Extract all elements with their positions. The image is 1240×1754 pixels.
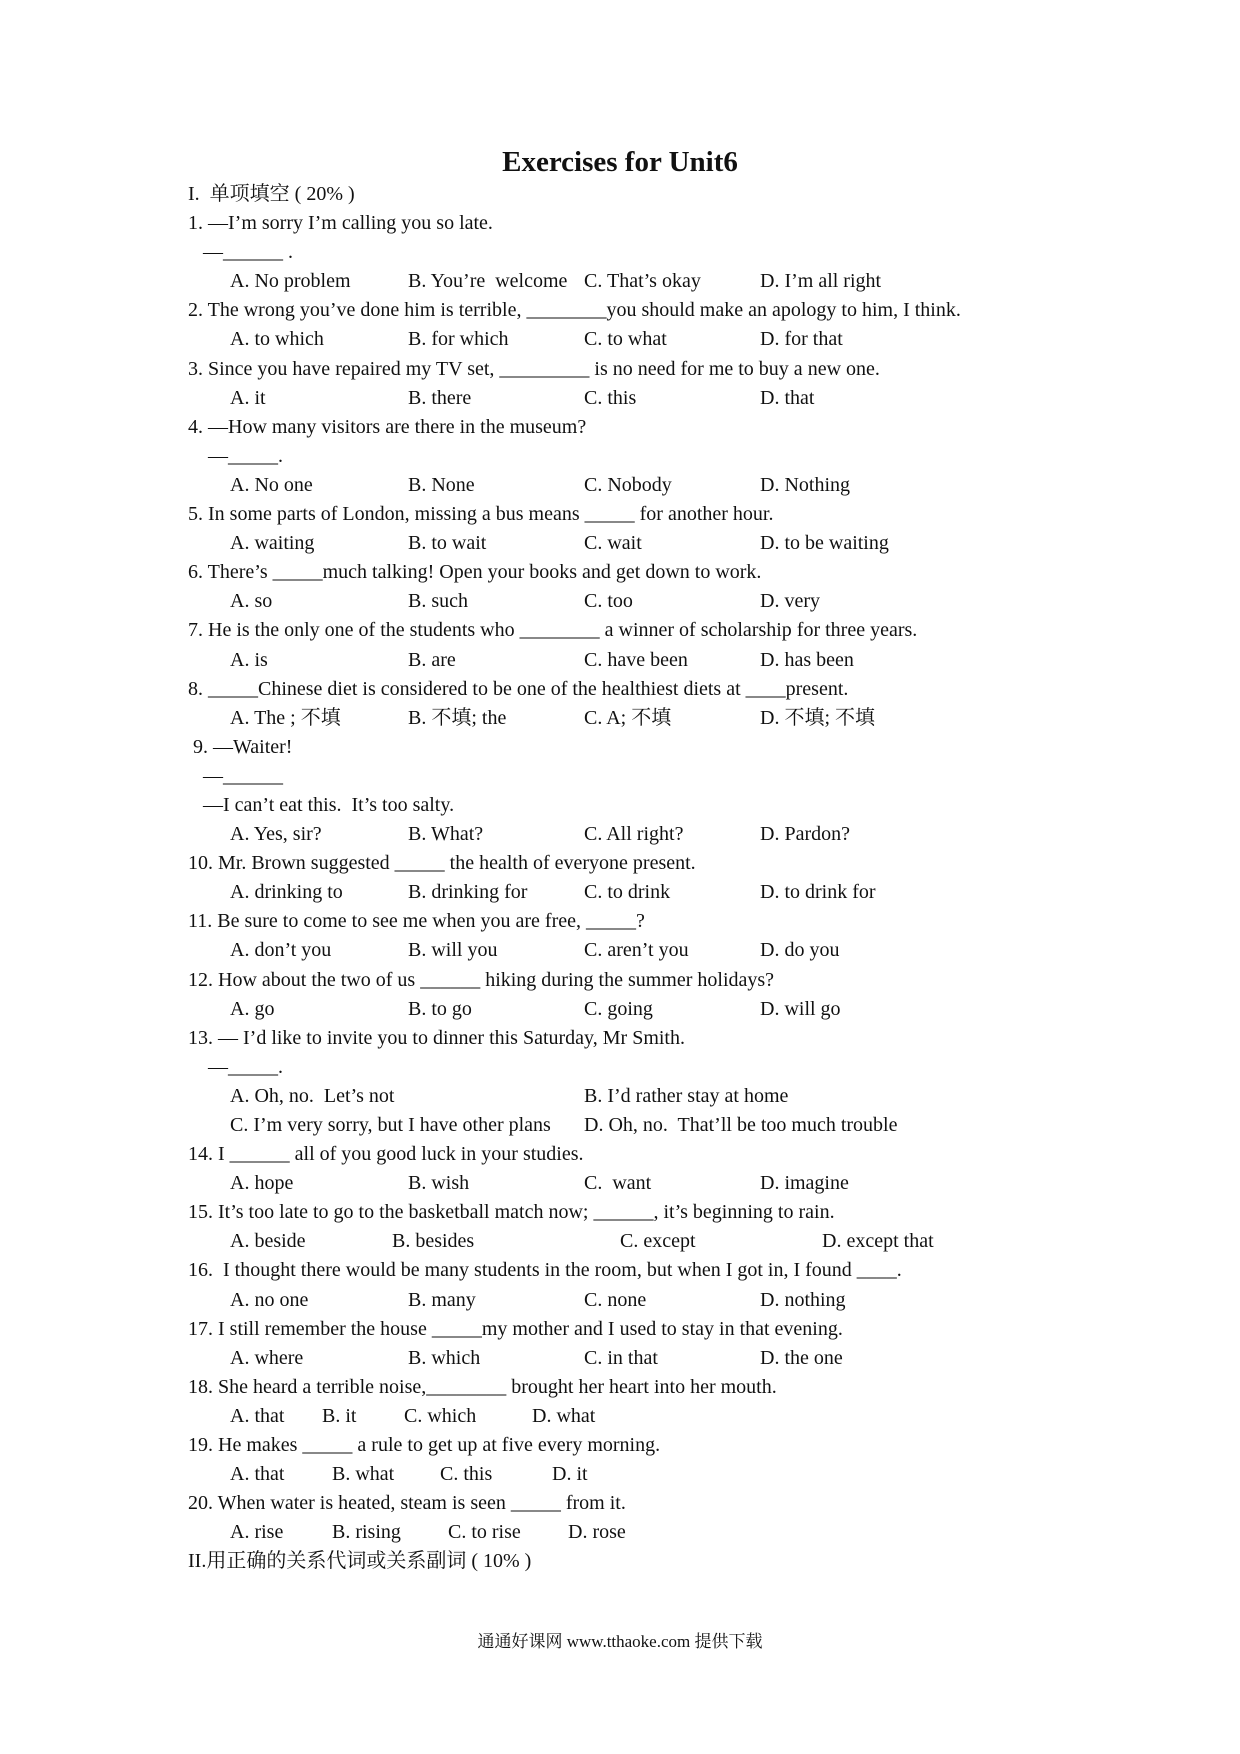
option-b: B. You’re welcome xyxy=(408,270,568,293)
option-c: C. going xyxy=(584,997,653,1020)
question-stem: 4. —How many visitors are there in the museum? xyxy=(188,415,587,438)
question-stem: 20. When water is heated, steam is seen _____ from it. xyxy=(188,1492,626,1515)
option-c: C. to rise xyxy=(448,1521,521,1544)
option-b: B. wish xyxy=(408,1172,470,1195)
options-row xyxy=(188,529,1088,558)
option-c: C. this xyxy=(440,1463,493,1486)
question-stem: 11. Be sure to come to see me when you are free, _____? xyxy=(188,910,645,933)
footer-credit: 通通好课网 www.tthaoke.com 提供下载 xyxy=(477,1632,763,1651)
option-d: D. it xyxy=(552,1463,588,1486)
question-stem: 18. She heard a terrible noise,________ brought her heart into her mouth. xyxy=(188,1375,777,1398)
option-d: D. very xyxy=(760,590,820,613)
option-b: B. many xyxy=(408,1288,476,1311)
question-stem: 1. —I’m sorry I’m calling you so late. xyxy=(188,212,493,235)
option-a: A. The ; 不填 xyxy=(230,706,341,729)
option-c: C. this xyxy=(584,386,637,409)
option-c: C. none xyxy=(584,1288,647,1311)
option-b: B. I’d rather stay at home xyxy=(584,1084,789,1107)
option-d: D. rose xyxy=(568,1521,626,1544)
question-stem: 8. _____Chinese diet is considered to be one of the healthiest diets at ____present. xyxy=(188,677,849,700)
question-stem: 7. He is the only one of the students who ________ a winner of scholarship for three years. xyxy=(188,619,918,642)
option-a: A. Oh, no. Let’s not xyxy=(230,1084,395,1107)
option-b: B. such xyxy=(408,590,468,613)
option-b: B. for which xyxy=(408,328,509,351)
option-d: D. I’m all right xyxy=(760,270,882,293)
question-reply: —______ . xyxy=(188,241,293,264)
question-reply: —______ xyxy=(188,764,283,787)
question-stem: 9. —Waiter! xyxy=(188,735,293,758)
option-b: B. there xyxy=(408,386,472,409)
option-d: D. imagine xyxy=(760,1172,849,1195)
option-b: B. what xyxy=(332,1463,395,1486)
option-c: C. have been xyxy=(584,648,688,671)
option-d: D. to drink for xyxy=(760,881,876,904)
option-a: A. where xyxy=(230,1346,304,1369)
section-heading: I. 单项填空 ( 20% ) xyxy=(188,183,355,205)
options-row xyxy=(188,1082,1088,1111)
option-c: C. in that xyxy=(584,1346,658,1369)
question-stem: 13. — I’d like to invite you to dinner this Saturday, Mr Smith. xyxy=(188,1026,685,1049)
option-a: A. is xyxy=(230,648,268,671)
options-row xyxy=(188,1286,1088,1315)
option-d: D. to be waiting xyxy=(760,532,889,555)
options-row xyxy=(188,995,1088,1024)
page-title: Exercises for Unit6 xyxy=(502,146,738,178)
option-a: A. waiting xyxy=(230,532,315,555)
option-a: A. that xyxy=(230,1404,285,1427)
options-row xyxy=(188,325,1088,354)
options-row xyxy=(188,878,1088,907)
option-c: C. aren’t you xyxy=(584,939,689,962)
exercise-body xyxy=(188,180,1088,1577)
option-a: A. go xyxy=(230,997,275,1020)
option-c: C. which xyxy=(404,1404,477,1427)
options-row xyxy=(188,1344,1088,1373)
option-c: C. to what xyxy=(584,328,667,351)
option-c: C. to drink xyxy=(584,881,671,904)
options-row xyxy=(188,384,1088,413)
option-b: B. will you xyxy=(408,939,498,962)
option-c: C. A; 不填 xyxy=(584,706,672,729)
option-b: B. it xyxy=(322,1404,357,1427)
option-d: D. Oh, no. That’ll be too much trouble xyxy=(584,1114,898,1136)
options-row xyxy=(188,1111,1088,1140)
options-row xyxy=(188,1169,1088,1198)
question-stem: 19. He makes _____ a rule to get up at five every morning. xyxy=(188,1434,661,1457)
option-d: D. what xyxy=(532,1404,596,1427)
option-d: D. 不填; 不填 xyxy=(760,706,875,729)
option-b: B. besides xyxy=(392,1230,475,1253)
question-stem: 12. How about the two of us ______ hiking during the summer holidays? xyxy=(188,968,775,991)
option-c: C. except xyxy=(620,1230,696,1253)
option-a: A. drinking to xyxy=(230,881,343,904)
option-a: A. no one xyxy=(230,1288,309,1311)
question-reply: —I can’t eat this. It’s too salty. xyxy=(188,793,455,816)
options-row xyxy=(188,704,1088,733)
option-b: B. None xyxy=(408,473,475,496)
option-d: D. do you xyxy=(760,939,840,962)
question-stem: 15. It’s too late to go to the basketball match now; ______, it’s beginning to rain. xyxy=(188,1201,835,1224)
option-d: D. Pardon? xyxy=(760,823,850,846)
option-c: C. That’s okay xyxy=(584,270,701,293)
question-stem: 5. In some parts of London, missing a bus means _____ for another hour. xyxy=(188,503,774,526)
option-d: D. the one xyxy=(760,1346,843,1369)
option-c: C. want xyxy=(584,1172,652,1195)
option-a: A. it xyxy=(230,386,266,409)
option-a: A. to which xyxy=(230,328,324,351)
section-heading: II.用正确的关系代词或关系副词 ( 10% ) xyxy=(188,1550,532,1573)
option-a: A. so xyxy=(230,590,273,613)
question-stem: 2. The wrong you’ve done him is terrible, ________you should make an apology to him, I think. xyxy=(188,299,961,322)
option-c: C. I’m very sorry, but I have other plans xyxy=(230,1114,551,1136)
option-a: A. beside xyxy=(230,1230,306,1253)
option-d: D. will go xyxy=(760,997,841,1020)
option-d: D. nothing xyxy=(760,1288,846,1311)
question-stem: 16. I thought there would be many students in the room, but when I got in, I found ____. xyxy=(188,1259,902,1282)
option-a: A. No problem xyxy=(230,270,351,293)
question-stem: 6. There’s _____much talking! Open your books and get down to work. xyxy=(188,561,762,584)
option-a: A. hope xyxy=(230,1172,294,1195)
options-row xyxy=(188,587,1088,616)
question-stem: 14. I ______ all of you good luck in your studies. xyxy=(188,1143,584,1166)
option-a: A. Yes, sir? xyxy=(230,823,322,846)
options-row xyxy=(188,936,1088,965)
option-d: D. except that xyxy=(822,1230,934,1253)
option-a: A. that xyxy=(230,1463,285,1486)
option-c: C. too xyxy=(584,590,633,613)
options-row xyxy=(188,471,1088,500)
question-reply: —_____. xyxy=(188,1055,283,1078)
option-b: B. rising xyxy=(332,1521,401,1544)
options-row xyxy=(188,1227,1088,1256)
question-stem: 17. I still remember the house _____my mother and I used to stay in that evening. xyxy=(188,1317,843,1340)
option-d: D. has been xyxy=(760,648,854,671)
options-row xyxy=(188,646,1088,675)
option-c: C. All right? xyxy=(584,823,684,846)
options-row xyxy=(188,267,1088,296)
option-b: B. which xyxy=(408,1346,481,1369)
option-c: C. Nobody xyxy=(584,473,672,496)
option-d: D. Nothing xyxy=(760,473,850,496)
option-d: D. for that xyxy=(760,328,843,351)
option-b: B. are xyxy=(408,648,456,671)
option-b: B. to go xyxy=(408,997,472,1020)
question-stem: 3. Since you have repaired my TV set, _________ is no need for me to buy a new one. xyxy=(188,357,880,380)
options-row xyxy=(188,820,1088,849)
option-d: D. that xyxy=(760,386,815,409)
option-b: B. drinking for xyxy=(408,881,528,904)
option-a: A. rise xyxy=(230,1521,284,1544)
option-b: B. What? xyxy=(408,823,484,846)
option-b: B. 不填; the xyxy=(408,706,507,729)
option-b: B. to wait xyxy=(408,532,487,555)
options-row xyxy=(188,1460,1088,1489)
question-stem: 10. Mr. Brown suggested _____ the health of everyone present. xyxy=(188,852,696,875)
option-a: A. No one xyxy=(230,473,313,496)
option-c: C. wait xyxy=(584,532,642,555)
option-a: A. don’t you xyxy=(230,939,332,962)
question-reply: —_____. xyxy=(188,444,283,467)
options-row xyxy=(188,1518,1088,1547)
options-row xyxy=(188,1402,1088,1431)
